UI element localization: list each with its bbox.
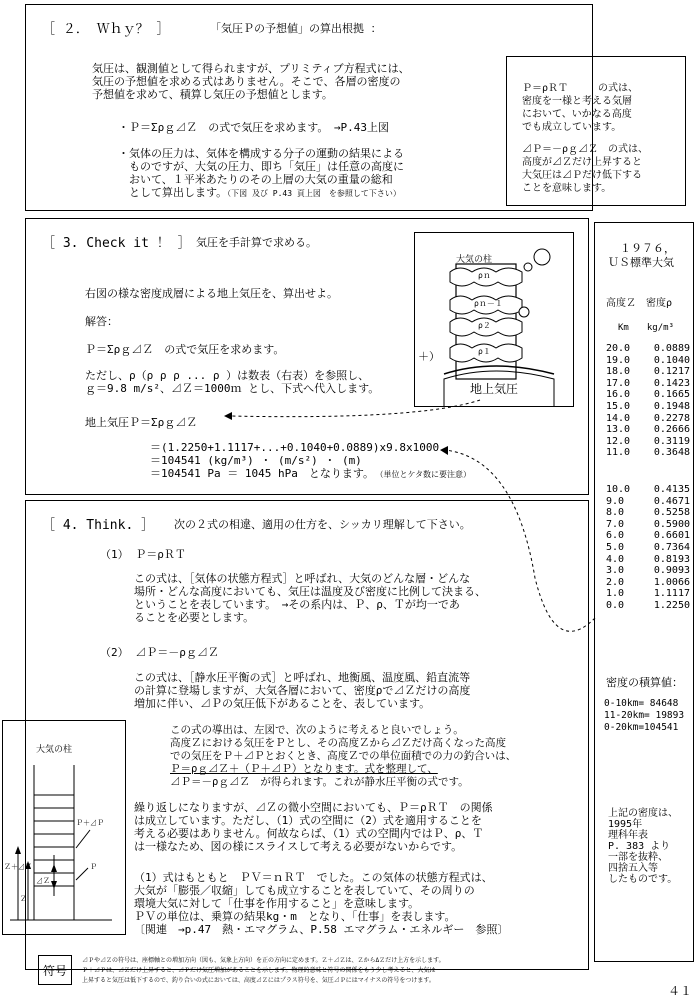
altitude-cell: 18.0 [606,366,631,378]
altitude-cell: 1.0 [606,588,625,600]
equation-2-label: （2） ⊿Ｐ＝－ρｇ⊿Ｚ [100,646,219,659]
density-cell: 1.0066 [653,576,690,588]
layer-rho-n-1: ρｎ－１ [474,299,503,308]
altitude-cell: 19.0 [606,354,631,366]
table-title-name: ＵＳ標準大気 [608,256,674,269]
section-check-question: 右図の様な密度成層による地上気圧を、算出せよ。 [85,287,338,300]
ground-pressure-formula: 地上気圧Ｐ＝Σρｇ⊿Ｚ [85,416,198,429]
altitude-cell: 16.0 [606,389,631,401]
table-source-note: 上記の密度は、 1995年 理科年表 P. 383 より 一部を抜粋、 四捨五入等 したものです。 [608,808,678,885]
density-cell: 0.7364 [653,541,690,553]
label-dz: ⊿Ｚ [36,877,50,885]
altitude-cell: 8.0 [606,507,625,519]
table-column-header: 高度Ｚ 密度ρ [606,298,673,309]
density-cell: 0.5900 [653,518,690,530]
label-z: Ｚ [20,895,27,903]
density-cell: 0.5258 [653,507,690,519]
side-note-2: ⊿Ｐ＝－ρｇ⊿Ｚ の式は、 高度が⊿Ｚだけ上昇すると 大気圧は⊿Ｐだけ低下する ことを意味します。 [522,144,649,194]
altitude-cell: 9.0 [606,495,625,507]
altitude-cell: 4.0 [606,553,625,565]
section-why-body: 気圧は、観測値として得られますが、プリミティブ方程式には、 気圧の予想値を求める式はありません。そこで、各層の密度の 予想値を求めて、積算し気圧の予想値とします。 [92,62,410,101]
derivation-text: この式の導出は、左図で、次のように考えると良いでしょう。 高度Ｚにおける気圧をＰとし、その高度Ｚから⊿Ｚだけ高くなった高度 での気圧をＰ＋⊿Ｐとおくとき、高度Ｚでの単位面積での力の釣合いは、 Ｐ＝ρｇ⊿Ｚ＋（Ｐ＋⊿Ｐ）となります。式を整理して、 ⊿Ｐ＝－ρｇ⊿Ｚ が得られます。これが静水圧平衡の式です。 [170,724,517,788]
density-cell: 0.1423 [653,377,690,389]
side-note-1: Ｐ＝ρＲＴ の式は、 密度を一様と考える気層 において、いかなる高度 でも成立しています。 [522,83,639,133]
altitude-cell: 6.0 [606,530,625,542]
density-cell: 1.1117 [653,588,690,600]
density-cell: 0.1040 [653,354,690,366]
section-why-bullet2: ・気体の圧力は、気体を構成する分子の運動の結果による ものですが、大気の圧力、即ち「気圧」は任意の高度に おいて、１平米あたりのその上層の大気の重量の総和 として算出します。（下図 及び P.43 頁上図 を参照して下さい） [118,147,404,199]
density-cell: 0.9093 [653,565,690,577]
density-cell: 0.2278 [653,412,690,424]
density-cell: 0.1665 [653,389,690,401]
section-check-notes: ただし、ρ（ρ ρ ρ ... ρ ）は数表（右表）を参照し、 ｇ＝9.8 m/s²、⊿Ｚ＝1000ｍ とし、下式へ代入します。 [85,369,380,395]
hydrostatic-figure-title: 大気の柱 [36,745,73,755]
table-units: Km kg/m³ [618,323,674,333]
label-p-plus-dp: Ｐ＋⊿Ｐ [76,819,104,827]
section-check-title: 気圧を手計算で求める。 [196,236,317,249]
sign-label: 符号 [43,964,68,978]
section-why-title: 「気圧Ｐの予想値」の算出根拠 ： [210,22,382,35]
density-cell: 0.6601 [653,530,690,542]
altitude-cell: 10.0 [606,484,631,495]
density-sum-title: 密度の積算値： [606,676,683,689]
equation-1-body: この式は、［気体の状態方程式］と呼ばれ、大気のどんな層・どんな 場所・どんな高度においても、気圧は温度及び密度に比例して決まる、 ということを表しています。 →その系内は、Ｐ、ρ、Ｔが均一であ ることを必要とします。 [134,572,486,624]
label-z-plus-dz: Ｚ＋⊿Ｚ [4,863,32,871]
layer-rho-n: ρｎ [478,271,491,280]
density-cell: 0.3648 [653,447,690,459]
density-cell: 0.4671 [653,495,690,507]
page-number: ４１ [668,984,693,998]
density-cell: 0.4135 [653,484,690,495]
ground-pressure-label: 地上気圧 [470,382,519,396]
altitude-cell: 12.0 [606,435,631,447]
equation-1-label: （1） Ｐ＝ρＲＴ [100,548,186,561]
density-cell: 0.1217 [653,366,690,378]
section-think-title: 次の２式の相違、適用の仕方を、シッカリ理解して下さい。 [174,518,471,531]
section-check-heading: ［ 3. Check it ！ ］ [42,236,191,251]
altitude-cell: 17.0 [606,377,631,389]
calc-lines: ＝(1.2250+1.1117+...+0.1040+0.0889)x9.8x1000 ＝104541 (kg/m³) ・ (m/s²) ・ (m) ＝104541 Pa ＝ 1045 hPa となります。 （単位とケタ数に要注意） [150,441,472,480]
section-why-heading: ［ ２． Ｗｈｙ？ ］ [42,22,170,37]
altitude-cell: 7.0 [606,518,625,530]
altitude-cell: 5.0 [606,541,625,553]
table-title-year: １９７６， [620,242,675,255]
density-cell: 1.2250 [653,599,690,611]
density-cell: 0.3119 [653,435,690,447]
altitude-cell: 20.0 [606,343,631,354]
section-why-bullet1: ・Ｐ＝Σρｇ⊿Ｚ の式で気圧を求めます。 →P.43上図 [118,121,389,134]
equation-2-body: この式は、［静水圧平衡の式］と呼ばれ、地衡風、温度風、鉛直流等 の計算に登場しますが、大気各層において、密度ρで⊿Ｚだけの高度 増加に伴い、⊿Ｐの気圧低下があることを、表しています。 [134,671,471,710]
layer-rho-1: ρ１ [478,347,491,356]
section-check-answer-label: 解答： [85,315,118,328]
altitude-cell: 11.0 [606,447,631,459]
section-check-formula: Ｐ＝Σρｇ⊿Ｚ の式で気圧を求めます。 [85,343,285,356]
altitude-cell: 15.0 [606,400,631,412]
altitude-cell: 3.0 [606,565,625,577]
layer-rho-2: ρ２ [478,321,491,330]
repeat-text: 繰り返しになりますが、⊿Ｚの微小空間においても、Ｐ＝ρＲＴ の関係 は成立しています。ただし、（1）式の空間に（2）式を適用することを 考える必要はありません。何故ならば、（1）式の空間内ではＰ、ρ、Ｔ は一様なため、図の様にスライスして考える必要がないからです。 [134,801,493,853]
altitude-cell: 14.0 [606,412,631,424]
plus-sign: ＋） [418,350,440,363]
air-column-title: 大気の柱 [456,255,493,265]
section-think-heading: ［ 4. Think. ］ [42,518,155,533]
pv-text: （1）式はもともと ＰＶ＝ｎＲＴ でした。この気体の状態方程式は、 大気が「膨張／収縮」しても成立することを表していて、その周りの 環境大気に対して「仕事を作用すること」を意味します。 ＰＶの単位は、乗算の結果kg・m となり、「仕事」を表します。 〔関連 →p.47 熱・エマグラム、P.58 エマグラム・エネルギー 参照〕 [134,871,509,936]
altitude-cell: 2.0 [606,576,625,588]
altitude-cell: 13.0 [606,424,631,436]
density-sums: 0-10km= 84648 11-20km= 19893 0-20km=104541 [604,698,685,733]
sign-footnote: ⊿Ｐや⊿Ｚの符号は、座標軸との増加方向（図も、気象上方向）を正の方向に定めます。Ｚ＋⊿Ｚは、ＺからΔＺだけ上方を示します。 Ｐ＋⊿Ｐは、⊿Ｚだけ上昇すると、⊿Ｐだけ気圧増加があることを示します。物理的意味と符号の関係をもう少し考えると、大気は 上昇すると気圧は低下するので、釣り合いの式においては、高度⊿Ｚにはプラス符号を、気圧⊿Ｐにはマイナスの符号をつけます。 [82,957,445,984]
density-cell: 0.8193 [653,553,690,565]
density-cell: 0.2666 [653,424,690,436]
altitude-cell: 0.0 [606,599,625,611]
density-cell: 0.1948 [653,400,690,412]
label-p: Ｐ [90,863,97,871]
density-cell: 0.0889 [653,343,690,354]
